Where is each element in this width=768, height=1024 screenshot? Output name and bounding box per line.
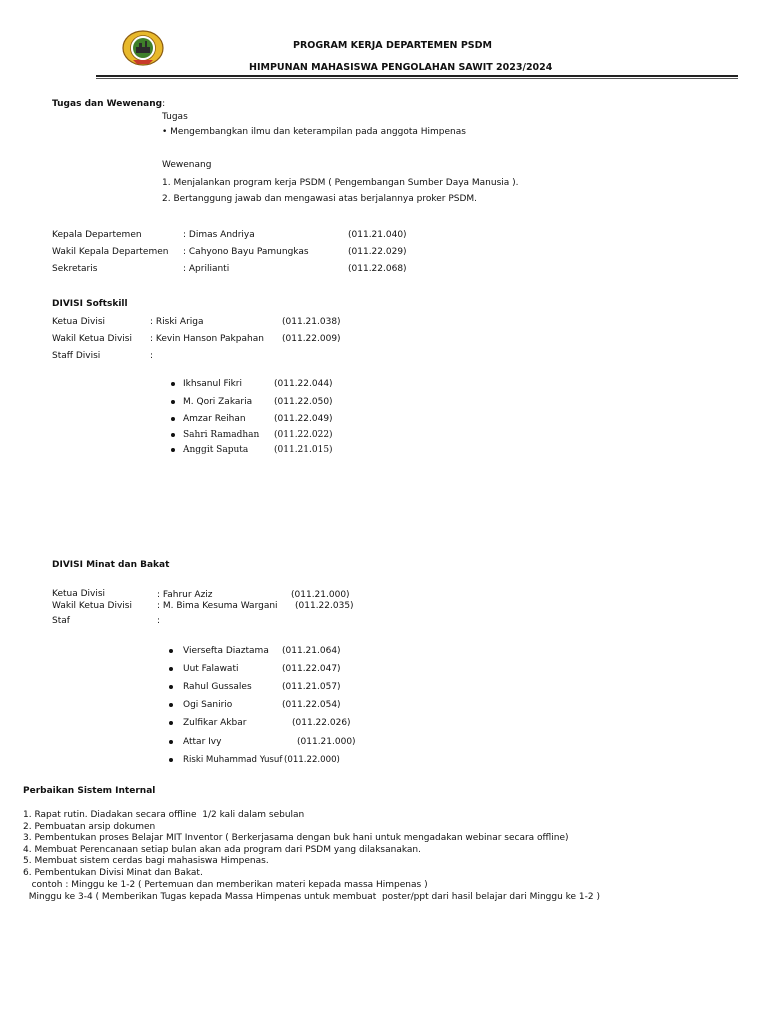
bullet-icon <box>169 740 173 744</box>
minat-staff-colon: : <box>157 616 161 626</box>
minat-wakil-name: : M. Bima Kesuma Wargani <box>157 601 278 611</box>
pengurus-name: : Dimas Andriya <box>183 230 255 240</box>
staff-nim: (011.22.050) <box>274 397 333 407</box>
perbaikan-item: 6. Pembentukan Divisi Minat dan Bakat. <box>23 868 203 878</box>
bullet-icon <box>169 721 173 725</box>
staff-nim: (011.22.054) <box>282 700 341 710</box>
bullet-icon <box>171 448 175 452</box>
staff-name: Viersefta Diaztama <box>183 646 269 656</box>
staff-name: Anggit Saputa <box>183 445 249 455</box>
bullet-icon <box>169 649 173 653</box>
staff-name: Attar Ivy <box>183 737 222 747</box>
bullet-icon <box>171 382 175 386</box>
bullet-icon <box>171 400 175 404</box>
minat-wakil-nim: (011.22.035) <box>295 601 354 611</box>
pengurus-role: Wakil Kepala Departemen <box>52 247 169 257</box>
pengurus-name: : Aprilianti <box>183 264 230 274</box>
perbaikan-item: 5. Membuat sistem cerdas bagi mahasiswa Himpenas. <box>23 856 269 866</box>
softskill-ketua-nim: (011.21.038) <box>282 317 341 327</box>
staff-nim: (011.21.000) <box>297 737 356 747</box>
pengurus-role: Kepala Departemen <box>52 230 142 240</box>
staff-name: Ikhsanul Fikri <box>183 379 242 389</box>
staff-nim: (011.21.064) <box>282 646 341 656</box>
staff-nim: (011.22.022) <box>274 430 333 440</box>
pengurus-name: : Cahyono Bayu Pamungkas <box>183 247 309 257</box>
bullet-icon <box>169 667 173 671</box>
staff-name: Uut Falawati <box>183 664 239 674</box>
perbaikan-heading: Perbaikan Sistem Internal <box>23 786 156 796</box>
pengurus-role: Sekretaris <box>52 264 98 274</box>
heading-colon: : <box>162 99 166 109</box>
wewenang-item: 2. Bertanggung jawab dan mengawasi atas berjalannya proker PSDM. <box>162 194 478 204</box>
wewenang-label: Wewenang <box>162 160 212 170</box>
perbaikan-item: 2. Pembuatan arsip dokumen <box>23 822 156 832</box>
document-title: PROGRAM KERJA DEPARTEMEN PSDM <box>293 40 492 51</box>
staff-name: Sahri Ramadhan <box>183 430 260 440</box>
softskill-staff-label: Staff Divisi <box>52 351 101 361</box>
bullet-icon <box>169 685 173 689</box>
tugas-item: • Mengembangkan ilmu dan keterampilan pada anggota Himpenas <box>162 127 466 137</box>
staff-nim: (011.22.049) <box>274 414 333 424</box>
staff-nim: (011.22.026) <box>292 718 351 728</box>
softskill-wakil-name: : Kevin Hanson Pakpahan <box>150 334 264 344</box>
minat-ketua-name: : Fahrur Aziz <box>157 590 213 600</box>
tugas-label: Tugas <box>162 112 188 122</box>
softskill-ketua-role: Ketua Divisi <box>52 317 106 327</box>
bullet-icon <box>169 703 173 707</box>
staff-name: Ogi Sanirio <box>183 700 233 710</box>
staff-nim: (011.22.044) <box>274 379 333 389</box>
staff-nim: (011.22.047) <box>282 664 341 674</box>
tugas-wewenang-heading <box>52 99 165 109</box>
minat-wakil-role: Wakil Ketua Divisi <box>52 601 132 611</box>
perbaikan-item: 1. Rapat rutin. Diadakan secara offline 1/2 kali dalam sebulan <box>23 810 305 820</box>
staff-name: Riski Muhammad Yusuf <box>183 755 283 765</box>
staff-name: Zulfikar Akbar <box>183 718 247 728</box>
softskill-wakil-nim: (011.22.009) <box>282 334 341 344</box>
header-rule-thin <box>96 78 738 79</box>
himpenas-logo-icon <box>121 28 165 68</box>
softskill-heading: DIVISI Softskill <box>52 299 128 309</box>
softskill-wakil-role: Wakil Ketua Divisi <box>52 334 132 344</box>
pengurus-nim: (011.21.040) <box>348 230 407 240</box>
staff-name: M. Qori Zakaria <box>183 397 253 407</box>
minat-bakat-heading: DIVISI Minat dan Bakat <box>52 560 170 570</box>
bullet-icon <box>169 758 173 762</box>
section-heading: Tugas dan Wewenang <box>52 99 163 109</box>
minat-ketua-role: Ketua Divisi <box>52 589 106 599</box>
staff-nim: (011.22.000) <box>284 755 340 765</box>
pengurus-nim: (011.22.029) <box>348 247 407 257</box>
staff-nim: (011.21.015) <box>274 445 333 455</box>
minat-staff-label: Staf <box>52 616 70 626</box>
staff-name: Amzar Reihan <box>183 414 246 424</box>
perbaikan-item: contoh : Minggu ke 1-2 ( Pertemuan dan memberikan materi kepada massa Himpenas ) <box>23 880 428 890</box>
document-subtitle: HIMPUNAN MAHASISWA PENGOLAHAN SAWIT 2023/2024 <box>249 62 553 73</box>
bullet-icon <box>171 433 175 437</box>
minat-ketua-nim: (011.21.000) <box>291 590 350 600</box>
perbaikan-item: Minggu ke 3-4 ( Memberikan Tugas kepada Massa Himpenas untuk membuat poster/ppt dari hasil belajar dari Minggu ke 1-2 ) <box>23 892 601 902</box>
softskill-ketua-name: : Riski Ariga <box>150 317 204 327</box>
header-rule <box>96 75 738 77</box>
wewenang-item: 1. Menjalankan program kerja PSDM ( Pengembangan Sumber Daya Manusia ). <box>162 178 519 188</box>
perbaikan-item: 4. Membuat Perencanaan setiap bulan akan ada program dari PSDM yang dilaksanakan. <box>23 845 421 855</box>
pengurus-nim: (011.22.068) <box>348 264 407 274</box>
perbaikan-item: 3. Pembentukan proses Belajar MIT Inventor ( Berkerjasama dengan buk hani untuk mengadakan webinar secara offline) <box>23 833 569 843</box>
softskill-staff-colon: : <box>150 351 154 361</box>
bullet-icon <box>171 417 175 421</box>
staff-name: Rahul Gussales <box>183 682 252 692</box>
staff-nim: (011.21.057) <box>282 682 341 692</box>
